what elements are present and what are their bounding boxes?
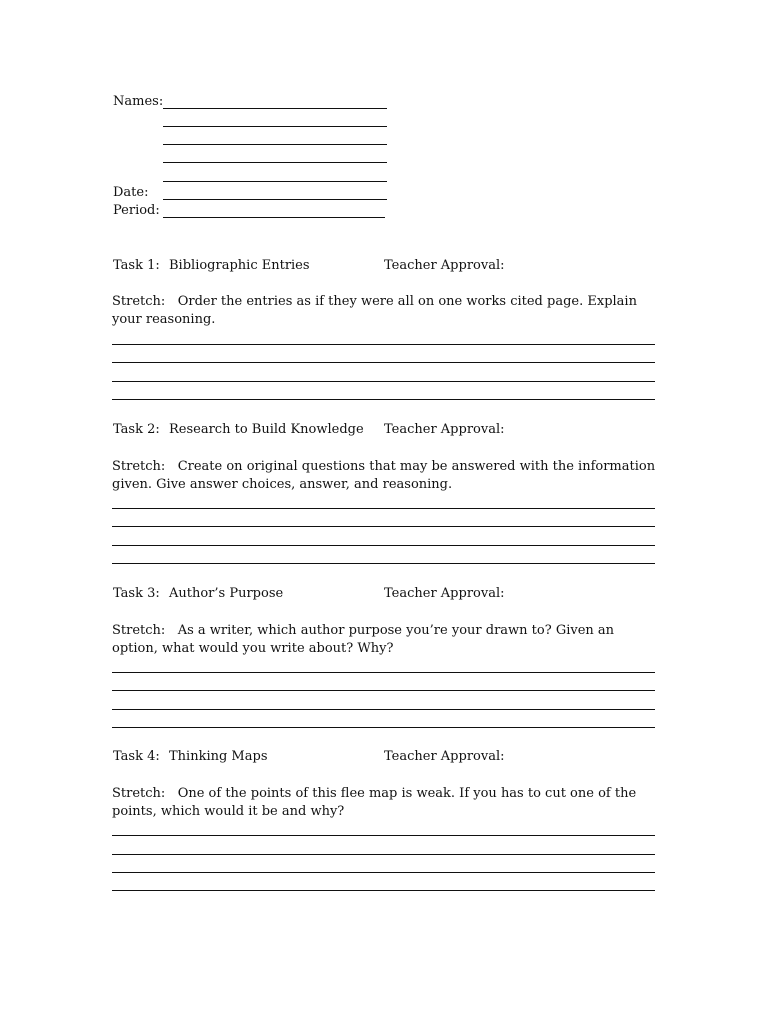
task-3-title: Author’s Purpose bbox=[169, 586, 284, 601]
task-4-answer-line-4[interactable] bbox=[112, 890, 655, 891]
task-4-stretch bbox=[112, 785, 660, 821]
names-line-3[interactable] bbox=[163, 144, 387, 145]
period-label: Period: bbox=[113, 203, 160, 218]
task-2-answer-line-1[interactable] bbox=[112, 508, 655, 509]
task-3-label: Task 3: bbox=[113, 586, 160, 601]
task-1-stretch-label: Stretch: bbox=[112, 294, 166, 309]
task-4-answer-line-1[interactable] bbox=[112, 835, 655, 836]
task-1-answer-line-1[interactable] bbox=[112, 344, 655, 345]
task-2-stretch-text: Create on original questions that may be answered with the information given. Give answer choices, answer, and reasoning. bbox=[112, 459, 656, 492]
task-3-answer-line-1[interactable] bbox=[112, 672, 655, 673]
task-3-answer-line-4[interactable] bbox=[112, 727, 655, 728]
names-label: Names: bbox=[113, 94, 164, 109]
task-3-stretch-label: Stretch: bbox=[112, 623, 166, 638]
task-1-stretch-text: Order the entries as if they were all on one works cited page. Explain your reasoning. bbox=[112, 294, 637, 327]
task-4-stretch-label: Stretch: bbox=[112, 786, 166, 801]
task-3-stretch bbox=[112, 622, 660, 658]
task-2-teacher-approval: Teacher Approval: bbox=[384, 422, 505, 437]
task-1-answer-line-2[interactable] bbox=[112, 362, 655, 363]
names-line-2[interactable] bbox=[163, 126, 387, 127]
task-2-answer-line-4[interactable] bbox=[112, 563, 655, 564]
task-4-answer-line-2[interactable] bbox=[112, 854, 655, 855]
task-2-label: Task 2: bbox=[113, 422, 160, 437]
task-3-teacher-approval: Teacher Approval: bbox=[384, 586, 505, 601]
task-4-teacher-approval: Teacher Approval: bbox=[384, 749, 505, 764]
task-2-answer-line-3[interactable] bbox=[112, 545, 655, 546]
task-1-answer-line-3[interactable] bbox=[112, 381, 655, 382]
task-2-answer-line-2[interactable] bbox=[112, 526, 655, 527]
task-4-title: Thinking Maps bbox=[169, 749, 268, 764]
period-line[interactable] bbox=[163, 217, 385, 218]
names-line-5[interactable] bbox=[163, 181, 387, 182]
date-label: Date: bbox=[113, 185, 149, 200]
task-3-stretch-text: As a writer, which author purpose you’re your drawn to? Given an option, what would you write about? Why? bbox=[112, 623, 615, 656]
task-2-stretch bbox=[112, 458, 660, 494]
date-line[interactable] bbox=[163, 199, 387, 200]
task-1-label: Task 1: bbox=[113, 258, 160, 273]
task-2-stretch-label: Stretch: bbox=[112, 459, 166, 474]
task-4-label: Task 4: bbox=[113, 749, 160, 764]
names-line-4[interactable] bbox=[163, 162, 387, 163]
task-3-answer-line-3[interactable] bbox=[112, 709, 655, 710]
task-4-answer-line-3[interactable] bbox=[112, 872, 655, 873]
task-2-title: Research to Build Knowledge bbox=[169, 422, 364, 437]
task-1-teacher-approval: Teacher Approval: bbox=[384, 258, 505, 273]
task-4-stretch-text: One of the points of this flee map is weak. If you has to cut one of the points, which would it be and why? bbox=[112, 786, 637, 819]
task-1-answer-line-4[interactable] bbox=[112, 399, 655, 400]
names-line-1[interactable] bbox=[163, 108, 387, 109]
task-1-title: Bibliographic Entries bbox=[169, 258, 310, 273]
task-1-stretch bbox=[112, 293, 660, 329]
task-3-answer-line-2[interactable] bbox=[112, 690, 655, 691]
